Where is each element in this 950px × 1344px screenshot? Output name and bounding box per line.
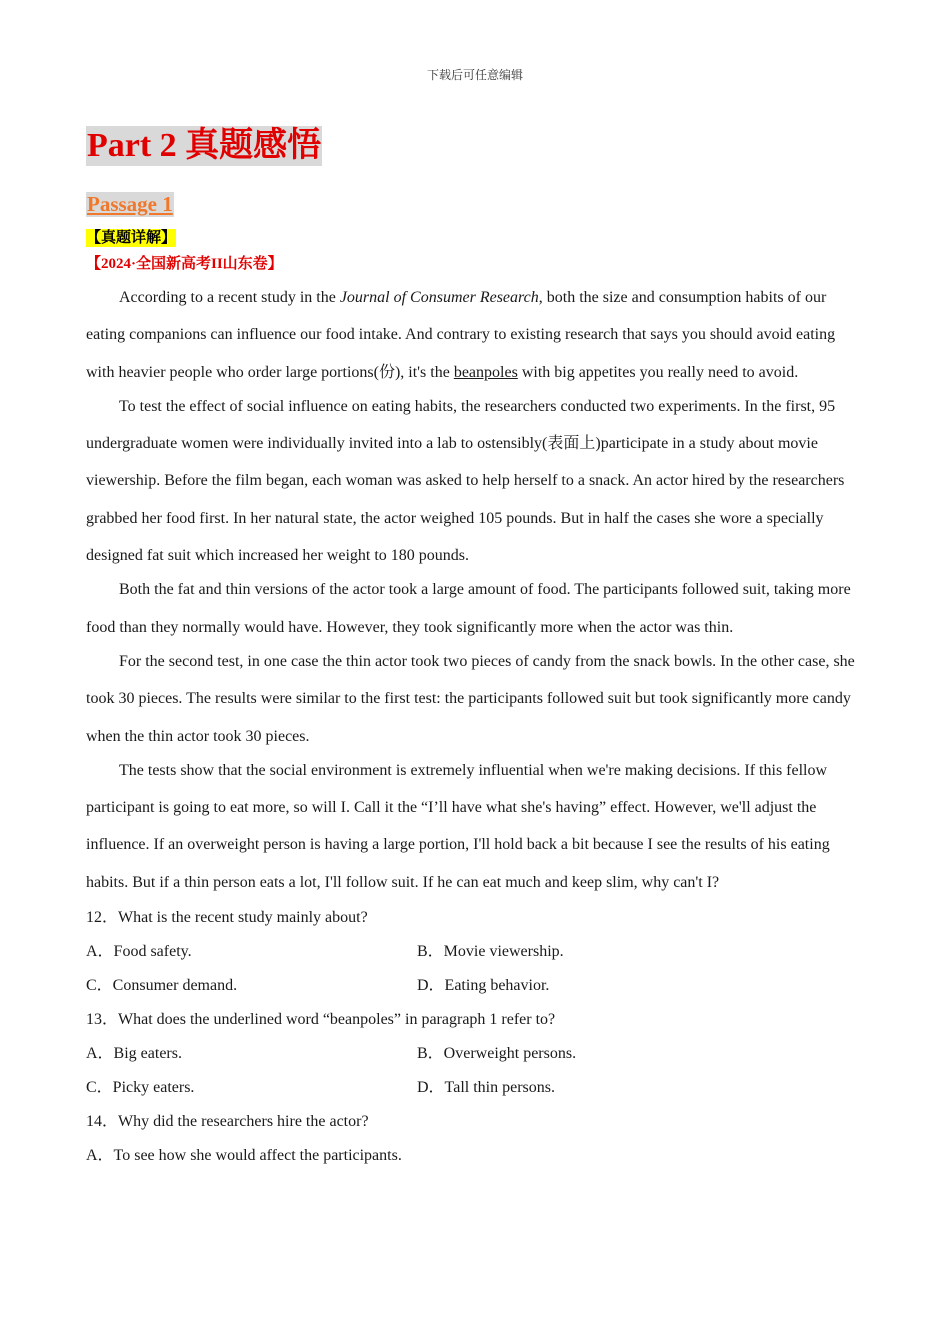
question-13-options-row-1	[86, 1037, 864, 1071]
paragraph-1-part-b: , both the size and consumption habits of our eating companions can influence our food intake. And contrary to existing research that says you should avoid eating with heavier people who order large portions(份), it's the	[86, 289, 836, 381]
passage-title: Passage 1	[87, 192, 173, 216]
question-13-option-c: C．Picky eaters.	[86, 1079, 195, 1097]
question-14-option-a: A．To see how she would affect the participants.	[86, 1147, 402, 1165]
question-13-option-a: A．Big eaters.	[86, 1045, 182, 1063]
detail-tag: 【真题详解】	[86, 230, 177, 246]
question-13-option-d: D．Tall thin persons.	[417, 1079, 555, 1097]
question-13-option-b: B．Overweight persons.	[417, 1045, 577, 1063]
question-13-stem: 13．What does the underlined word “beanpoles” in paragraph 1 refer to?	[86, 1011, 556, 1029]
question-12-stem: 12．What is the recent study mainly about?	[86, 909, 368, 927]
paragraph-4: For the second test, in one case the thin actor took two pieces of candy from the snack bowls. In the other case, she took 30 pieces. The results were similar to the first test: the participants followed suit but took significantly more candy when the thin actor took 30 pieces.	[86, 652, 855, 745]
paragraph-1-part-c: with big appetites you really need to avoid.	[517, 363, 799, 381]
question-13-options-row-2	[86, 1071, 864, 1105]
question-12-option-c: C．Consumer demand.	[86, 977, 238, 995]
document-body	[86, 126, 864, 1173]
paragraph-5: The tests show that the social environment is extremely influential when we're making decisions. If this fellow participant is going to eat more, so will I. Call it the “I’ll have what she's having” effect. However, we'll adjust the influence. If an overweight person is having a large portion, I'll hold back a bit because I see the results of his eating habits. But if a thin person eats a lot, I'll follow suit. If he can eat much and keep slim, why can't I?	[86, 761, 830, 891]
paragraph-3: Both the fat and thin versions of the actor took a large amount of food. The participants followed suit, taking more food than they normally would have. However, they took significantly more when the actor was thin.	[86, 581, 851, 636]
question-12-option-b: B．Movie viewership.	[417, 943, 564, 961]
exam-tag: 【2024·全国新高考II山东卷】	[86, 256, 283, 272]
paragraph-1-part-a: According to a recent study in the	[119, 289, 340, 306]
question-12-option-d: D．Eating behavior.	[417, 977, 550, 995]
question-12-option-a: A．Food safety.	[86, 943, 192, 961]
underlined-word: beanpoles	[453, 363, 518, 381]
part-title: Part 2 真题感悟	[87, 127, 322, 164]
question-12-options-row-2	[86, 969, 864, 1003]
paragraph-2: To test the effect of social influence on eating habits, the researchers conducted two experiments. In the first, 95 undergraduate women were individually invited into a lab to ostensibly(表面上)participate in a study about movie viewership. Before the film began, each woman was asked to help herself to a snack. An actor hired by the researchers grabbed her food first. In her natural state, the actor weighed 105 pounds. But in half the cases she wore a specially designed fat suit which increased her weight to 180 pounds.	[86, 397, 845, 565]
question-12-options-row-1	[86, 935, 864, 969]
journal-name: Journal of Consumer Research	[339, 289, 539, 306]
header-note: 下载后可任意编辑	[426, 68, 523, 82]
question-14-stem: 14．Why did the researchers hire the actor?	[86, 1113, 369, 1131]
paragraph-1	[86, 279, 864, 391]
